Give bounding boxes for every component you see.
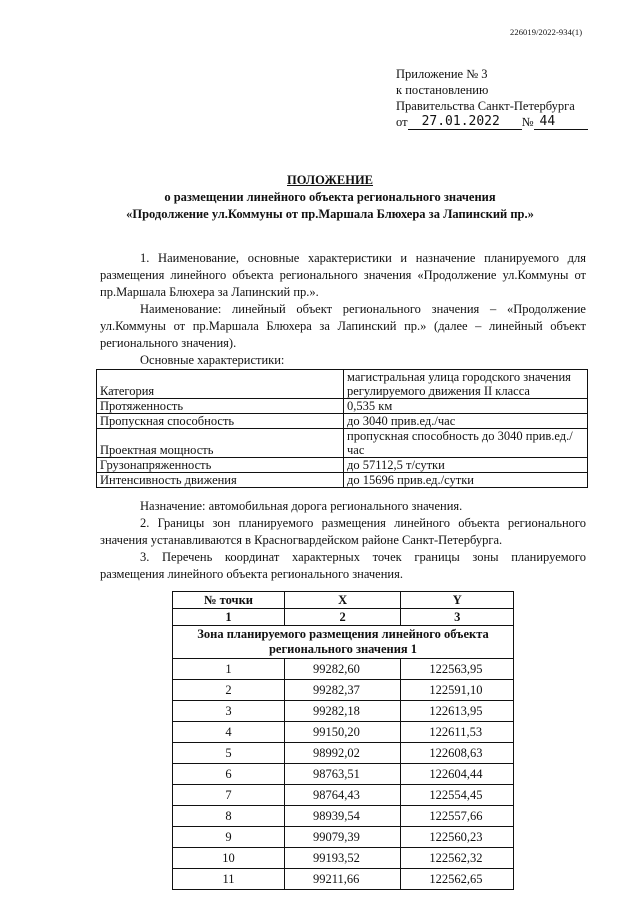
x-value: 98939,54 — [284, 806, 400, 827]
table-row — [173, 701, 514, 722]
char-name: Пропускная способность — [97, 414, 344, 429]
body-text-2 — [100, 498, 586, 583]
char-name: Протяженность — [97, 399, 344, 414]
x-value: 99079,39 — [284, 827, 400, 848]
y-value: 122562,65 — [401, 869, 514, 890]
char-value: до 3040 прив.ед./час — [344, 414, 588, 429]
col-header-point: № точки — [173, 592, 285, 609]
appendix-line-3: Правительства Санкт-Петербурга — [396, 99, 575, 113]
x-value: 99282,37 — [284, 680, 400, 701]
table-row — [173, 848, 514, 869]
appendix-block — [396, 66, 588, 130]
char-name: Грузонапряженность — [97, 458, 344, 473]
paragraph-5: 2. Границы зон планируемого размещения линейного объекта регионального значения устанавливаются в Красногвардейском районе Санкт-Петербурга. — [100, 516, 586, 547]
y-value: 122613,95 — [401, 701, 514, 722]
point-number: 11 — [173, 869, 285, 890]
col-header-x: X — [284, 592, 400, 609]
paragraph-2: Наименование: линейный объект регионального значения – «Продолжение ул.Коммуны от пр.Маршала Блюхера за Лапинский пр.» (далее – линейный объект регионального значения). — [100, 302, 586, 350]
point-number: 1 — [173, 659, 285, 680]
number-prefix: № — [521, 115, 534, 129]
table-row — [173, 806, 514, 827]
column-number-row — [173, 609, 514, 626]
table-row — [173, 827, 514, 848]
point-number: 5 — [173, 743, 285, 764]
appendix-line-1: Приложение № 3 — [396, 67, 488, 81]
point-number: 4 — [173, 722, 285, 743]
x-value: 99282,60 — [284, 659, 400, 680]
col-header-y: Y — [401, 592, 514, 609]
char-name: Проектная мощность — [97, 429, 344, 458]
title-line-2: о размещении линейного объекта регионального значения — [164, 190, 496, 204]
y-value: 122563,95 — [401, 659, 514, 680]
body-text — [100, 250, 586, 369]
table-row — [173, 785, 514, 806]
document-id: 226019/2022-934(1) — [510, 27, 583, 37]
x-value: 98992,02 — [284, 743, 400, 764]
table-row — [173, 743, 514, 764]
characteristics-table — [96, 369, 588, 488]
x-value: 99211,66 — [284, 869, 400, 890]
document-title — [80, 172, 580, 223]
point-number: 2 — [173, 680, 285, 701]
char-name: Интенсивность движения — [97, 473, 344, 488]
coordinates-table — [172, 591, 514, 890]
col-number: 3 — [401, 609, 514, 626]
char-value: до 57112,5 т/сутки — [344, 458, 588, 473]
paragraph-3: Основные характеристики: — [140, 353, 285, 367]
table-row — [173, 722, 514, 743]
point-number: 9 — [173, 827, 285, 848]
char-value: магистральная улица городского значения регулируемого движения II класса — [344, 370, 588, 399]
appendix-date-line — [396, 114, 588, 130]
table-row — [97, 429, 588, 458]
table-header-row — [173, 592, 514, 609]
col-number: 2 — [284, 609, 400, 626]
char-value: 0,535 км — [344, 399, 588, 414]
x-value: 98763,51 — [284, 764, 400, 785]
point-number: 7 — [173, 785, 285, 806]
title-line-3: «Продолжение ул.Коммуны от пр.Маршала Блюхера за Лапинский пр.» — [126, 207, 534, 221]
decree-date: 27.01.2022 — [408, 115, 522, 130]
point-number: 8 — [173, 806, 285, 827]
table-row — [97, 458, 588, 473]
y-value: 122591,10 — [401, 680, 514, 701]
y-value: 122554,45 — [401, 785, 514, 806]
x-value: 99193,52 — [284, 848, 400, 869]
y-value: 122604,44 — [401, 764, 514, 785]
table-row — [97, 414, 588, 429]
table-row — [173, 764, 514, 785]
paragraph-4: Назначение: автомобильная дорога регионального значения. — [140, 499, 463, 513]
y-value: 122562,32 — [401, 848, 514, 869]
paragraph-1: 1. Наименование, основные характеристики и назначение планируемого для размещения линейного объекта регионального значения «Продолжение ул.Коммуны от пр.Маршала Блюхера за Лапинский пр.». — [100, 251, 586, 299]
x-value: 99282,18 — [284, 701, 400, 722]
paragraph-6: 3. Перечень координат характерных точек границы зоны планируемого размещения линейного объекта регионального значения. — [100, 550, 586, 581]
point-number: 3 — [173, 701, 285, 722]
table-row — [173, 680, 514, 701]
zone-title: Зона планируемого размещения линейного объекта регионального значения 1 — [173, 626, 514, 659]
col-number: 1 — [173, 609, 285, 626]
appendix-line-2: к постановлению — [396, 83, 489, 97]
y-value: 122560,23 — [401, 827, 514, 848]
y-value: 122608,63 — [401, 743, 514, 764]
y-value: 122611,53 — [401, 722, 514, 743]
zone-title-row — [173, 626, 514, 659]
table-row — [97, 370, 588, 399]
point-number: 6 — [173, 764, 285, 785]
char-name: Категория — [97, 370, 344, 399]
char-value: пропускная способность до 3040 прив.ед./час — [344, 429, 588, 458]
table-row — [173, 659, 514, 680]
x-value: 98764,43 — [284, 785, 400, 806]
table-row — [97, 473, 588, 488]
char-value: до 15696 прив.ед./сутки — [344, 473, 588, 488]
title-line-1: ПОЛОЖЕНИЕ — [286, 173, 374, 187]
y-value: 122557,66 — [401, 806, 514, 827]
table-row — [97, 399, 588, 414]
table-row — [173, 869, 514, 890]
x-value: 99150,20 — [284, 722, 400, 743]
date-prefix: от — [396, 115, 408, 129]
point-number: 10 — [173, 848, 285, 869]
decree-number: 44 — [534, 115, 588, 130]
